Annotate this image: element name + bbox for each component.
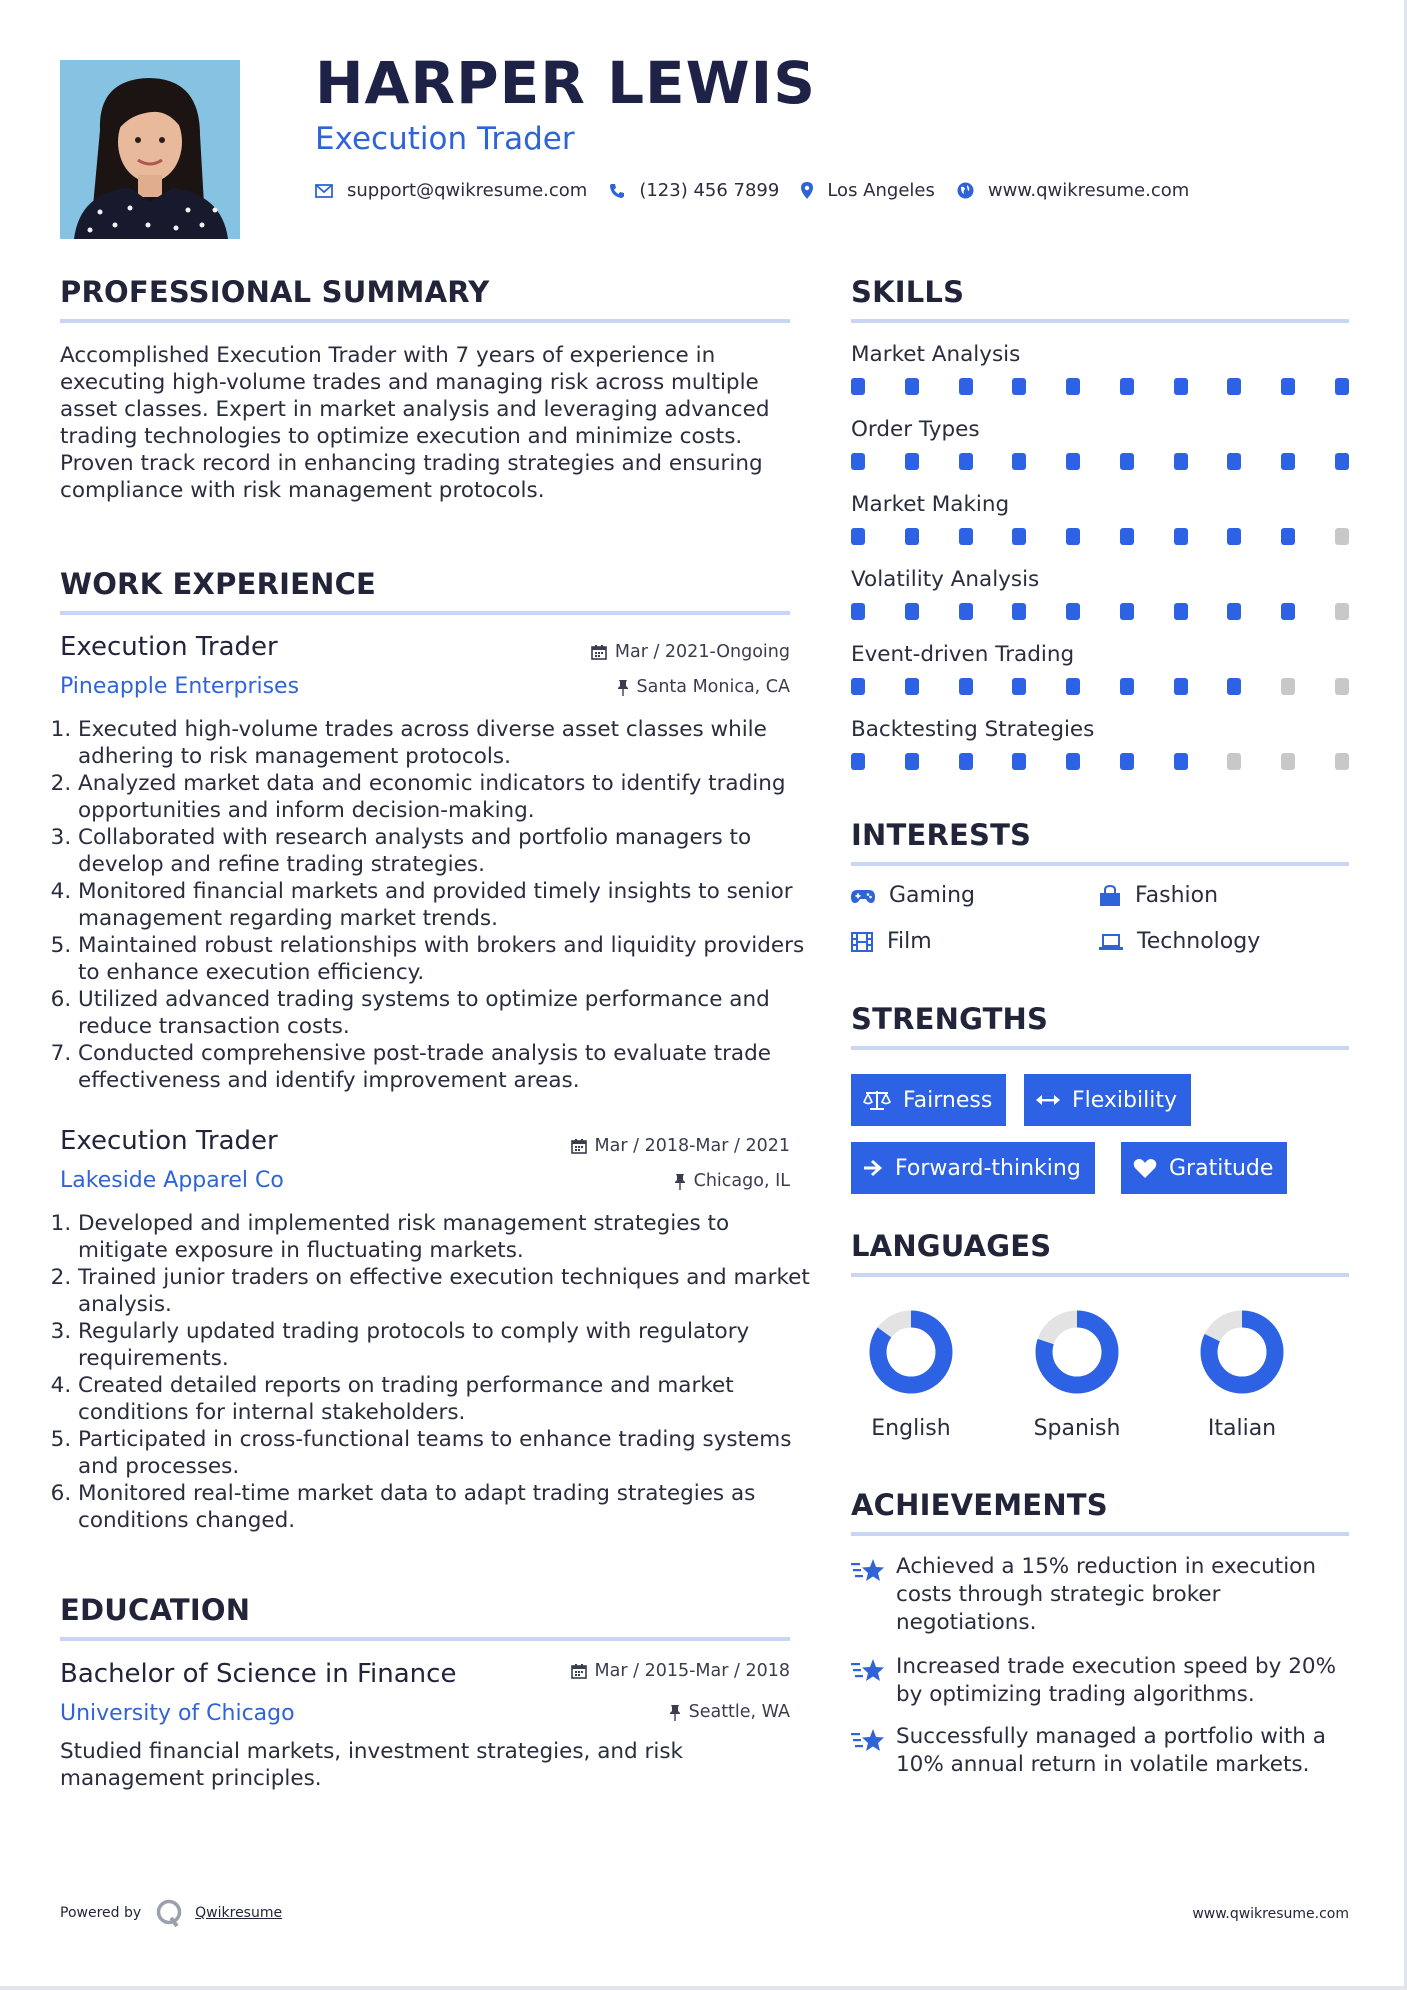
- rating-dot-filled: [959, 378, 973, 395]
- job-dates: Mar / 2018-Mar / 2021: [571, 1136, 790, 1156]
- education-dates: Mar / 2015-Mar / 2018: [571, 1661, 790, 1681]
- rating-dot-filled: [1066, 603, 1080, 620]
- education-heading: EDUCATION: [60, 1593, 251, 1627]
- list-item: 3. Regularly updated trading protocols to comply with regulatory requirements.: [78, 1318, 818, 1372]
- contact-email[interactable]: support@qwikresume.com: [315, 180, 587, 201]
- section-divider: [60, 611, 790, 615]
- language-level-ring: [1200, 1310, 1284, 1394]
- rating-dot-filled: [959, 528, 973, 545]
- language-name: Italian: [1207, 1416, 1277, 1441]
- skill-name: Market Analysis: [851, 342, 1021, 367]
- rating-dot-filled: [851, 453, 865, 470]
- rating-dot-filled: [1012, 378, 1026, 395]
- list-item: 1. Executed high-volume trades across diverse asset classes while adhering to risk management protocols.: [78, 716, 818, 770]
- contact-location: Los Angeles: [801, 180, 935, 201]
- rating-dot-filled: [1120, 603, 1134, 620]
- list-item: 7. Conducted comprehensive post-trade analysis to evaluate trade effectiveness and identify improvement areas.: [78, 1040, 818, 1094]
- list-item: 2. Trained junior traders on effective execution techniques and market analysis.: [78, 1264, 818, 1318]
- rating-dot-filled: [905, 378, 919, 395]
- rating-dot-filled: [905, 528, 919, 545]
- rating-dot-filled: [1174, 678, 1188, 695]
- skill-item: [851, 717, 1349, 771]
- skill-item: [851, 342, 1349, 396]
- list-item: 4. Created detailed reports on trading performance and market conditions for internal stakeholders.: [78, 1372, 818, 1426]
- interest-item: Technology: [1099, 929, 1260, 954]
- language-level-ring: [1035, 1310, 1119, 1394]
- job-title: Execution Trader: [60, 632, 278, 662]
- rating-dot-empty: [1335, 678, 1349, 695]
- list-item: 6. Utilized advanced trading systems to optimize performance and reduce transaction costs.: [78, 986, 818, 1040]
- rating-dot-filled: [1120, 678, 1134, 695]
- phone-icon: [609, 183, 625, 199]
- rating-dot-filled: [1174, 378, 1188, 395]
- pushpin-icon: [617, 679, 629, 696]
- experience-heading: WORK EXPERIENCE: [60, 567, 377, 601]
- strengths-heading: STRENGTHS: [851, 1002, 1049, 1036]
- rating-dot-empty: [1335, 528, 1349, 545]
- skill-item: [851, 642, 1349, 696]
- interest-item: Fashion: [1099, 883, 1218, 908]
- education-description: Studied financial markets, investment strategies, and risk management principles.: [60, 1739, 683, 1791]
- list-item: 5. Maintained robust relationships with brokers and liquidity providers to enhance execution efficiency.: [78, 932, 818, 986]
- skills-heading: SKILLS: [851, 275, 965, 309]
- section-divider: [851, 1532, 1349, 1536]
- list-item: 4. Monitored financial markets and provided timely insights to senior management regarding market trends.: [78, 878, 818, 932]
- rating-dot-filled: [851, 528, 865, 545]
- job-duties-list: [60, 716, 818, 1094]
- degree-title: Bachelor of Science in Finance: [60, 1659, 457, 1689]
- laptop-icon: [1099, 933, 1123, 951]
- rating-dot-filled: [851, 678, 865, 695]
- rating-dot-filled: [1227, 378, 1241, 395]
- profile-photo: [60, 60, 240, 239]
- strength-badge: Forward-thinking: [851, 1142, 1095, 1194]
- job-title: Execution Trader: [60, 1126, 278, 1156]
- rating-dot-filled: [905, 753, 919, 770]
- school-name: University of Chicago: [60, 1701, 295, 1726]
- rating-dot-filled: [959, 453, 973, 470]
- powered-by-label: Powered by: [60, 1905, 142, 1921]
- rating-dot-filled: [1227, 453, 1241, 470]
- rating-dot-filled: [1066, 453, 1080, 470]
- strength-badge: Flexibility: [1024, 1074, 1191, 1126]
- rating-dot-filled: [1012, 678, 1026, 695]
- list-item: 1. Developed and implemented risk management strategies to mitigate exposure in fluctuating markets.: [78, 1210, 818, 1264]
- pushpin-icon: [669, 1704, 681, 1721]
- pushpin-icon: [674, 1173, 686, 1190]
- film-icon: [851, 932, 873, 952]
- rating-dot-filled: [905, 453, 919, 470]
- section-divider: [60, 319, 790, 323]
- map-pin-icon: [801, 182, 813, 199]
- shooting-star-icon: [851, 1723, 896, 1779]
- education-location: Seattle, WA: [669, 1702, 790, 1722]
- calendar-icon: [571, 1663, 587, 1679]
- heart-icon: [1133, 1158, 1157, 1179]
- rating-dot-filled: [1120, 378, 1134, 395]
- job-location: Santa Monica, CA: [617, 677, 791, 697]
- strength-badge: Gratitude: [1121, 1142, 1287, 1194]
- qwikresume-logo-icon: [155, 1898, 185, 1928]
- skill-rating: [851, 603, 1349, 621]
- rating-dot-filled: [1066, 378, 1080, 395]
- rating-dot-filled: [1174, 528, 1188, 545]
- envelope-icon: [315, 184, 333, 198]
- achievement-item: Increased trade execution speed by 20% by optimizing trading algorithms.: [851, 1653, 1351, 1709]
- interest-item: Gaming: [851, 883, 975, 908]
- language-level-ring: [869, 1310, 953, 1394]
- rating-dot-empty: [1227, 753, 1241, 770]
- arrows-horizontal-icon: [1036, 1093, 1060, 1107]
- contact-phone[interactable]: (123) 456 7899: [609, 180, 779, 201]
- candidate-name: HARPER LEWIS: [315, 49, 816, 117]
- candidate-title: Execution Trader: [315, 121, 575, 157]
- achievement-item: Achieved a 15% reduction in execution costs through strategic broker negotiations.: [851, 1553, 1351, 1637]
- section-divider: [851, 862, 1349, 866]
- skill-rating: [851, 678, 1349, 696]
- language-item: [846, 1310, 976, 1441]
- skill-rating: [851, 378, 1349, 396]
- section-divider: [851, 319, 1349, 323]
- rating-dot-filled: [1120, 753, 1134, 770]
- company-name: Pineapple Enterprises: [60, 674, 300, 699]
- rating-dot-filled: [1012, 603, 1026, 620]
- rating-dot-filled: [1066, 528, 1080, 545]
- rating-dot-empty: [1281, 678, 1295, 695]
- rating-dot-filled: [851, 753, 865, 770]
- job-location: Chicago, IL: [674, 1171, 790, 1191]
- rating-dot-filled: [905, 603, 919, 620]
- rating-dot-empty: [1281, 753, 1295, 770]
- rating-dot-filled: [1120, 453, 1134, 470]
- contact-website[interactable]: www.qwikresume.com: [957, 180, 1189, 201]
- section-divider: [851, 1046, 1349, 1050]
- calendar-icon: [591, 644, 607, 660]
- shooting-star-icon: [851, 1553, 896, 1637]
- page-edge: [0, 1986, 1407, 1990]
- language-name: Spanish: [1033, 1416, 1121, 1441]
- list-item: 3. Collaborated with research analysts and portfolio managers to develop and refine trading strategies.: [78, 824, 818, 878]
- rating-dot-filled: [1012, 528, 1026, 545]
- arrow-right-icon: [863, 1159, 883, 1177]
- rating-dot-filled: [1174, 753, 1188, 770]
- summary-text: Accomplished Execution Trader with 7 years of experience in executing high-volume trades and managing risk across multiple asset classes. Expert in market analysis and leveraging advanced trading technologies to optimize execution and minimize costs. Proven track record in enhancing trading strategies and ensuring compliance with risk management protocols.: [60, 343, 770, 503]
- skill-item: [851, 417, 1349, 471]
- list-item: 6. Monitored real-time market data to adapt trading strategies as conditions changed.: [78, 1480, 818, 1534]
- rating-dot-empty: [1335, 603, 1349, 620]
- skill-name: Backtesting Strategies: [851, 717, 1095, 742]
- skill-item: [851, 567, 1349, 621]
- rating-dot-filled: [1012, 453, 1026, 470]
- section-divider: [60, 1637, 790, 1641]
- calendar-icon: [571, 1138, 587, 1154]
- shooting-star-icon: [851, 1653, 896, 1709]
- achievement-item: Successfully managed a portfolio with a 10% annual return in volatile markets.: [851, 1723, 1351, 1779]
- gamepad-icon: [851, 888, 875, 904]
- rating-dot-filled: [1335, 453, 1349, 470]
- skill-name: Volatility Analysis: [851, 567, 1040, 592]
- rating-dot-filled: [1281, 603, 1295, 620]
- languages-heading: LANGUAGES: [851, 1229, 1052, 1263]
- rating-dot-filled: [1120, 528, 1134, 545]
- rating-dot-filled: [1281, 453, 1295, 470]
- list-item: 5. Participated in cross-functional teams to enhance trading systems and processes.: [78, 1426, 818, 1480]
- summary-heading: PROFESSIONAL SUMMARY: [60, 275, 490, 309]
- section-divider: [851, 1273, 1349, 1277]
- footer-credit: [60, 1898, 282, 1928]
- skill-name: Order Types: [851, 417, 980, 442]
- rating-dot-filled: [1335, 378, 1349, 395]
- language-name: English: [871, 1416, 951, 1441]
- achievements-heading: ACHIEVEMENTS: [851, 1488, 1108, 1522]
- balance-scale-icon: [863, 1089, 891, 1111]
- rating-dot-filled: [1281, 528, 1295, 545]
- footer-website[interactable]: www.qwikresume.com: [1192, 1906, 1349, 1922]
- job-dates: Mar / 2021-Ongoing: [591, 642, 790, 662]
- rating-dot-filled: [1066, 678, 1080, 695]
- rating-dot-filled: [1174, 453, 1188, 470]
- rating-dot-filled: [959, 753, 973, 770]
- skill-rating: [851, 528, 1349, 546]
- rating-dot-filled: [1227, 603, 1241, 620]
- skill-rating: [851, 453, 1349, 471]
- rating-dot-filled: [851, 603, 865, 620]
- rating-dot-filled: [1174, 603, 1188, 620]
- rating-dot-filled: [959, 603, 973, 620]
- company-name: Lakeside Apparel Co: [60, 1168, 284, 1193]
- strength-badge: Fairness: [851, 1074, 1006, 1126]
- list-item: 2. Analyzed market data and economic indicators to identify trading opportunities and inform decision-making.: [78, 770, 818, 824]
- brand-link[interactable]: Qwikresume: [195, 1905, 283, 1921]
- rating-dot-filled: [1227, 528, 1241, 545]
- skill-item: [851, 492, 1349, 546]
- skill-rating: [851, 753, 1349, 771]
- interest-item: Film: [851, 929, 932, 954]
- rating-dot-filled: [1012, 753, 1026, 770]
- rating-dot-filled: [959, 678, 973, 695]
- globe-icon: [957, 182, 974, 199]
- rating-dot-filled: [851, 378, 865, 395]
- contact-bar: [315, 180, 1211, 201]
- rating-dot-filled: [1066, 753, 1080, 770]
- rating-dot-filled: [905, 678, 919, 695]
- shopping-bag-icon: [1099, 885, 1121, 907]
- job-duties-list: [60, 1210, 818, 1534]
- language-item: [1177, 1310, 1307, 1441]
- interests-heading: INTERESTS: [851, 818, 1032, 852]
- language-item: [1012, 1310, 1142, 1441]
- rating-dot-filled: [1281, 378, 1295, 395]
- skill-name: Market Making: [851, 492, 1010, 517]
- skill-name: Event-driven Trading: [851, 642, 1075, 667]
- rating-dot-empty: [1335, 753, 1349, 770]
- rating-dot-filled: [1227, 678, 1241, 695]
